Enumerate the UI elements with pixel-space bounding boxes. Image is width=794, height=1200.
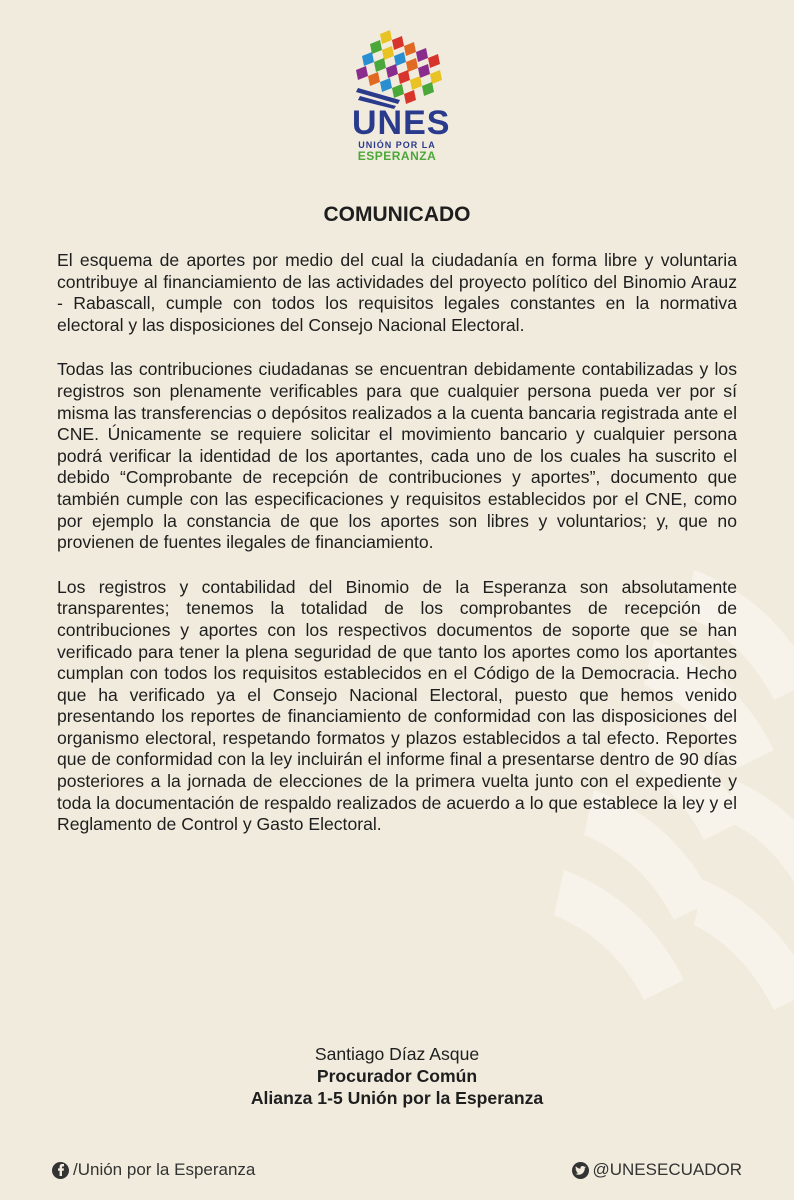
page-title: COMUNICADO (323, 203, 471, 226)
logo-text-block (352, 104, 451, 163)
communique-body (57, 250, 737, 859)
facebook-handle: /Unión por la Esperanza (73, 1160, 256, 1179)
footer (52, 1160, 742, 1182)
signatory-name: Santiago Díaz Asque (314, 1044, 480, 1064)
logo-title: UNES (352, 104, 451, 142)
logo-subtitle-bottom: ESPERANZA (357, 149, 437, 163)
facebook-icon (52, 1162, 69, 1179)
paragraph: Todas las contribuciones ciudadanas se encuentran debidamente contabilizadas y los registros son plenamente verificables para que cualquier persona pueda ver por sí misma las transferencias o depósitos realizados a la cuenta bancaria registrada ante el CNE. Únicamente se requiere solicitar el movimiento bancario y cualquier persona podrá verificar la identidad de los aportantes, cada uno de los cuales ha suscrito el debido “Comprobante de recepción de contribuciones y aportes”, documento que también cumple con las especificaciones y requisitos establecidos por el CNE, como por ejemplo la constancia de que los aportes son libres y voluntarios; y, que no provienen de fuentes ilegales de financiamiento. (57, 359, 737, 553)
twitter-link[interactable] (572, 1160, 743, 1180)
twitter-handle: @UNESECUADOR (592, 1160, 742, 1179)
signatory-organization: Alianza 1-5 Unión por la Esperanza (250, 1088, 544, 1108)
signature-block (0, 1043, 794, 1109)
facebook-link[interactable] (52, 1160, 255, 1180)
logo-subtitle-top: UNIÓN POR LA (358, 140, 436, 150)
logo-emblem-icon (340, 30, 450, 110)
signatory-role: Procurador Común (316, 1066, 478, 1086)
paragraph: Los registros y contabilidad del Binomio de la Esperanza son absolutamente transparentes; tenemos la totalidad de los comprobantes de recepción de contribuciones y aportes con los respectivos documentos de soporte que se han verificado para tener la plena seguridad de que tanto los aportes como los aportantes cumplan con todos los requisitos establecidos en el Código de la Democracia. Hecho que ha verificado ya el Consejo Nacional Electoral, puesto que hemos venido presentando los reportes de financiamiento de conformidad con las disposiciones del organismo electoral, respetando formatos y plazos establecidos a tal efecto. Reportes que de conformidad con la ley incluirán el informe final a presentarse dentro de 90 días posteriores a la jornada de elecciones de la primera vuelta junto con el expediente y toda la documentación de respaldo realizados de acuerdo a lo que establece la ley y el Reglamento de Control y Gasto Electoral. (57, 576, 737, 835)
paragraph: El esquema de aportes por medio del cual la ciudadanía en forma libre y voluntaria contribuye al financiamiento de las actividades del proyecto político del Binomio Arauz - Rabascall, cumple con todos los requisitos legales constantes en la normativa electoral y las disposiciones del Consejo Nacional Electoral. (57, 250, 737, 335)
twitter-icon (572, 1162, 589, 1179)
